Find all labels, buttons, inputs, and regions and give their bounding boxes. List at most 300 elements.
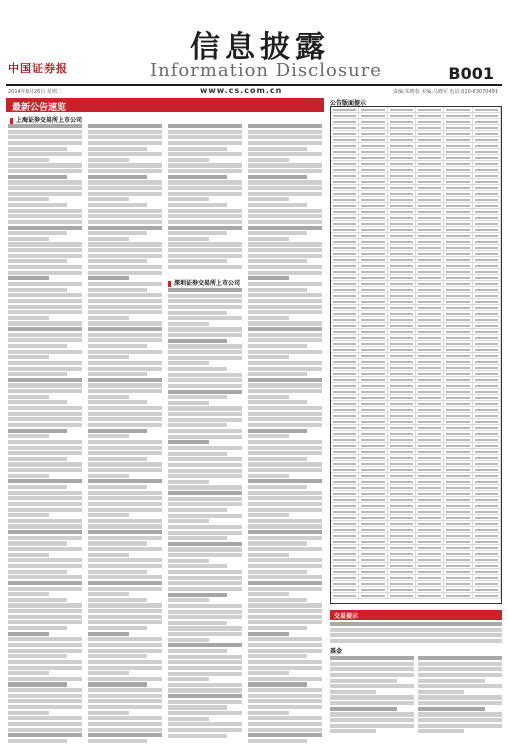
table-cell: [444, 173, 472, 178]
greeked-text-line: [8, 310, 82, 314]
table-cell: [416, 395, 444, 400]
table-cell: [359, 317, 387, 322]
table-cell: [416, 137, 444, 142]
greeked-text-line: [88, 637, 162, 641]
table-cell: [331, 449, 359, 454]
table-cell: [359, 569, 387, 574]
table-cell: [444, 137, 472, 142]
greeked-text-line: [8, 158, 49, 162]
greeked-text-line: [8, 609, 82, 613]
greeked-text-line: [418, 662, 502, 666]
greeked-text-line: [248, 282, 322, 286]
greeked-text-line: [248, 474, 289, 478]
greeked-text-line: [330, 718, 414, 722]
table-cell: [359, 293, 387, 298]
greeked-text-line: [88, 722, 162, 726]
table-cell: [359, 491, 387, 496]
greeked-text-line: [8, 344, 67, 348]
greeked-text-line: [88, 592, 129, 596]
greeked-text-line: [88, 361, 162, 365]
greeked-text-line: [88, 508, 162, 512]
table-cell: [331, 551, 359, 556]
greeked-text-line: [8, 203, 67, 207]
shenzhen-section-label: 深圳证券交易所上市公司: [174, 280, 241, 287]
table-cell: [331, 545, 359, 550]
table-cell: [359, 425, 387, 430]
greeked-text-line: [248, 541, 307, 545]
greeked-text-line: [168, 626, 242, 630]
table-cell: [416, 233, 444, 238]
table-cell: [473, 383, 501, 388]
table-cell: [473, 215, 501, 220]
greeked-text-line: [248, 558, 322, 562]
greeked-text-line: [248, 429, 307, 433]
greeked-text-line: [8, 135, 82, 139]
greeked-text-line: [248, 530, 322, 534]
table-cell: [331, 479, 359, 484]
table-cell: [388, 593, 416, 598]
table-cell: [388, 233, 416, 238]
table-cell: [473, 143, 501, 148]
greeked-text-line: [8, 682, 67, 686]
table-cell: [331, 245, 359, 250]
greeked-text-line: [88, 626, 147, 630]
table-cell: [359, 359, 387, 364]
table-cell: [359, 437, 387, 442]
greeked-text-line: [168, 214, 242, 218]
table-cell: [444, 299, 472, 304]
table-cell: [359, 131, 387, 136]
greeked-text-line: [8, 479, 82, 483]
table-cell: [444, 209, 472, 214]
table-cell: [473, 491, 501, 496]
greeked-text-line: [248, 192, 322, 196]
table-cell: [388, 167, 416, 172]
greeked-text-line: [8, 305, 82, 309]
greeked-text-line: [248, 355, 289, 359]
greeked-text-line: [8, 378, 82, 382]
greeked-text-line: [8, 389, 82, 393]
table-cell: [331, 305, 359, 310]
greeked-text-line: [8, 457, 67, 461]
table-cell: [331, 293, 359, 298]
table-cell: [388, 557, 416, 562]
table-cell: [388, 431, 416, 436]
table-cell: [359, 155, 387, 160]
greeked-text-line: [8, 671, 49, 675]
table-cell: [331, 143, 359, 148]
table-cell: [444, 365, 472, 370]
greeked-text-line: [418, 656, 502, 660]
greeked-text-line: [248, 400, 307, 404]
greeked-text-line: [330, 639, 502, 643]
table-cell: [416, 269, 444, 274]
greeked-text-line: [168, 152, 242, 156]
greeked-text-line: [168, 564, 227, 568]
table-cell: [359, 239, 387, 244]
greeked-text-line: [8, 711, 49, 715]
greeked-text-line: [168, 147, 227, 151]
greeked-text-line: [8, 519, 82, 523]
greeked-text-line: [88, 310, 162, 314]
table-cell: [331, 431, 359, 436]
table-cell: [331, 329, 359, 334]
greeked-text-line: [8, 558, 82, 562]
greeked-text-line: [248, 485, 307, 489]
table-cell: [388, 353, 416, 358]
table-cell: [444, 335, 472, 340]
greeked-text-line: [88, 383, 162, 387]
greeked-text-line: [88, 147, 147, 151]
greeked-text-line: [8, 282, 82, 286]
greeked-text-line: [88, 682, 147, 686]
greeked-text-line: [248, 598, 307, 602]
greeked-text-line: [88, 519, 162, 523]
table-cell: [359, 371, 387, 376]
table-cell: [388, 569, 416, 574]
greeked-text-line: [168, 576, 242, 580]
table-cell: [416, 443, 444, 448]
table-cell: [331, 113, 359, 118]
greeked-text-line: [88, 496, 162, 500]
table-cell: [359, 449, 387, 454]
table-cell: [444, 353, 472, 358]
table-cell: [473, 551, 501, 556]
greeked-text-line: [168, 373, 242, 377]
greeked-text-line: [8, 423, 82, 427]
greeked-text-line: [168, 587, 242, 591]
greeked-text-line: [248, 321, 322, 325]
table-cell: [388, 401, 416, 406]
greeked-text-line: [88, 558, 162, 562]
table-cell: [359, 323, 387, 328]
table-cell: [331, 125, 359, 130]
greeked-text-line: [88, 400, 147, 404]
table-cell: [444, 323, 472, 328]
table-cell: [416, 551, 444, 556]
greeked-text-line: [168, 333, 242, 337]
table-cell: [388, 437, 416, 442]
table-cell: [416, 341, 444, 346]
greeked-text-line: [168, 435, 242, 439]
greeked-text-line: [248, 333, 322, 337]
greeked-text-line: [8, 626, 67, 630]
table-cell: [444, 383, 472, 388]
greeked-text-line: [8, 242, 82, 246]
table-cell: [416, 221, 444, 226]
greeked-text-line: [8, 654, 67, 658]
website-url[interactable]: www.cs.com.cn: [200, 86, 283, 95]
table-cell: [416, 509, 444, 514]
greeked-text-line: [8, 175, 67, 179]
table-cell: [473, 377, 501, 382]
table-cell: [444, 449, 472, 454]
greeked-text-line: [248, 372, 307, 376]
greeked-text-line: [8, 180, 82, 184]
table-cell: [444, 311, 472, 316]
greeked-text-line: [168, 536, 227, 540]
table-cell: [331, 215, 359, 220]
table-cell: [331, 581, 359, 586]
greeked-text-line: [8, 620, 82, 624]
greeked-text-line: [168, 688, 242, 692]
table-cell: [444, 533, 472, 538]
table-cell: [388, 449, 416, 454]
greeked-text-line: [168, 339, 227, 343]
greeked-text-line: [88, 175, 147, 179]
table-cell: [416, 245, 444, 250]
greeked-text-line: [8, 649, 82, 653]
table-cell: [473, 185, 501, 190]
greeked-text-line: [88, 180, 162, 184]
greeked-text-line: [8, 615, 82, 619]
greeked-text-line: [168, 457, 242, 461]
latest-announcements-banner: [6, 98, 324, 112]
table-cell: [388, 359, 416, 364]
table-cell: [331, 137, 359, 142]
greeked-text-line: [8, 152, 82, 156]
greeked-text-line: [8, 603, 82, 607]
table-cell: [444, 473, 472, 478]
greeked-text-line: [168, 180, 242, 184]
table-cell: [444, 125, 472, 130]
table-cell: [444, 527, 472, 532]
table-cell: [444, 149, 472, 154]
table-cell: [359, 263, 387, 268]
greeked-text-line: [248, 716, 322, 720]
table-cell: [331, 323, 359, 328]
greeked-text-line: [8, 400, 67, 404]
table-cell: [444, 431, 472, 436]
table-cell: [331, 593, 359, 598]
greeked-text-line: [88, 237, 129, 241]
greeked-text-line: [248, 581, 322, 585]
table-cell: [359, 431, 387, 436]
table-cell: [416, 425, 444, 430]
table-cell: [444, 437, 472, 442]
greeked-text-line: [168, 581, 242, 585]
greeked-text-line: [8, 271, 82, 275]
greeked-text-line: [8, 485, 67, 489]
greeked-text-line: [8, 383, 82, 387]
table-cell: [388, 221, 416, 226]
greeked-text-line: [248, 242, 322, 246]
table-cell: [473, 239, 501, 244]
greeked-text-line: [248, 457, 307, 461]
greeked-text-line: [248, 203, 307, 207]
table-cell: [331, 461, 359, 466]
greeked-text-line: [88, 587, 162, 591]
table-cell: [416, 371, 444, 376]
table-cell: [416, 533, 444, 538]
greeked-text-line: [88, 643, 162, 647]
greeked-text-line: [88, 603, 162, 607]
greeked-text-line: [248, 169, 322, 173]
table-cell: [388, 311, 416, 316]
greeked-text-line: [88, 705, 162, 709]
table-cell: [444, 515, 472, 520]
greeked-text-line: [8, 214, 82, 218]
greeked-text-line: [248, 666, 322, 670]
table-cell: [473, 179, 501, 184]
table-cell: [473, 539, 501, 544]
table-title: 公告版面提示: [330, 100, 367, 107]
greeked-text-line: [8, 632, 49, 636]
table-cell: [444, 509, 472, 514]
greeked-text-line: [168, 615, 242, 619]
greeked-text-line: [88, 417, 162, 421]
table-cell: [359, 143, 387, 148]
table-cell: [359, 269, 387, 274]
greeked-text-line: [88, 130, 162, 134]
table-cell: [444, 245, 472, 250]
greeked-text-line: [8, 553, 49, 557]
greeked-text-line: [8, 547, 82, 551]
table-cell: [388, 413, 416, 418]
greeked-text-line: [248, 265, 322, 269]
table-cell: [331, 425, 359, 430]
greeked-text-line: [168, 418, 242, 422]
section-marker-icon: [10, 118, 13, 124]
greeked-text-line: [248, 344, 307, 348]
table-cell: [359, 401, 387, 406]
table-cell: [444, 113, 472, 118]
table-cell: [444, 569, 472, 574]
table-cell: [359, 503, 387, 508]
table-cell: [473, 401, 501, 406]
table-cell: [359, 281, 387, 286]
greeked-text-line: [88, 163, 162, 167]
table-cell: [359, 221, 387, 226]
text-column-1: [8, 124, 82, 744]
greeked-text-line: [8, 231, 67, 235]
greeked-text-line: [418, 707, 485, 711]
table-cell: [388, 563, 416, 568]
table-cell: [331, 257, 359, 262]
greeked-text-line: [88, 699, 162, 703]
greeked-text-line: [248, 141, 322, 145]
greeked-text-line: [168, 163, 242, 167]
greeked-text-line: [168, 610, 242, 614]
table-cell: [416, 335, 444, 340]
greeked-text-line: [88, 220, 162, 224]
section-title-en: Information Disclosure: [150, 60, 382, 81]
table-cell: [331, 269, 359, 274]
table-cell: [416, 503, 444, 508]
table-cell: [359, 305, 387, 310]
greeked-text-line: [168, 469, 242, 473]
table-cell: [331, 335, 359, 340]
table-cell: [388, 443, 416, 448]
table-cell: [331, 515, 359, 520]
fund-body: [330, 656, 502, 744]
table-cell: [388, 191, 416, 196]
table-cell: [444, 461, 472, 466]
table-cell: [444, 395, 472, 400]
greeked-text-line: [330, 662, 414, 666]
table-cell: [331, 311, 359, 316]
table-cell: [473, 425, 501, 430]
greeked-text-line: [168, 158, 209, 162]
table-cell: [473, 557, 501, 562]
notice-body: [330, 622, 502, 645]
table-cell: [388, 269, 416, 274]
table-cell: [388, 209, 416, 214]
greeked-text-line: [248, 288, 307, 292]
greeked-text-line: [248, 592, 289, 596]
table-cell: [473, 461, 501, 466]
table-cell: [416, 563, 444, 568]
table-cell: [331, 401, 359, 406]
table-cell: [359, 137, 387, 142]
table-cell: [444, 491, 472, 496]
table-cell: [359, 443, 387, 448]
table-cell: [444, 119, 472, 124]
table-cell: [359, 473, 387, 478]
table-cell: [416, 479, 444, 484]
table-cell: [473, 245, 501, 250]
table-cell: [388, 173, 416, 178]
greeked-text-line: [88, 327, 162, 331]
table-cell: [473, 329, 501, 334]
greeked-text-line: [8, 513, 49, 517]
table-cell: [359, 383, 387, 388]
greeked-text-line: [8, 643, 82, 647]
table-cell: [388, 287, 416, 292]
table-cell: [416, 407, 444, 412]
table-cell: [444, 575, 472, 580]
greeked-text-line: [8, 141, 82, 145]
greeked-text-line: [168, 327, 242, 331]
table-cell: [473, 395, 501, 400]
greeked-text-line: [248, 620, 322, 624]
greeked-text-line: [88, 570, 147, 574]
table-cell: [331, 497, 359, 502]
table-cell: [473, 335, 501, 340]
greeked-text-line: [248, 383, 322, 387]
greeked-text-line: [88, 158, 129, 162]
greeked-text-line: [88, 564, 162, 568]
greeked-text-line: [8, 197, 49, 201]
table-cell: [473, 125, 501, 130]
table-cell: [359, 377, 387, 382]
greeked-text-line: [8, 733, 82, 737]
greeked-text-line: [248, 468, 322, 472]
greeked-text-line: [248, 412, 322, 416]
greeked-text-line: [248, 305, 322, 309]
table-cell: [416, 275, 444, 280]
greeked-text-line: [330, 622, 502, 626]
table-cell: [416, 329, 444, 334]
table-cell: [416, 119, 444, 124]
greeked-text-line: [330, 701, 414, 705]
greeked-text-line: [418, 701, 502, 705]
table-cell: [359, 107, 387, 112]
table-cell: [444, 425, 472, 430]
table-cell: [416, 455, 444, 460]
greeked-text-line: [88, 192, 162, 196]
table-cell: [359, 545, 387, 550]
table-cell: [331, 395, 359, 400]
table-cell: [416, 389, 444, 394]
table-cell: [388, 581, 416, 586]
table-cell: [359, 341, 387, 346]
greeked-text-line: [8, 395, 49, 399]
greeked-text-line: [88, 581, 162, 585]
table-cell: [444, 215, 472, 220]
greeked-text-line: [8, 728, 82, 732]
table-cell: [473, 467, 501, 472]
